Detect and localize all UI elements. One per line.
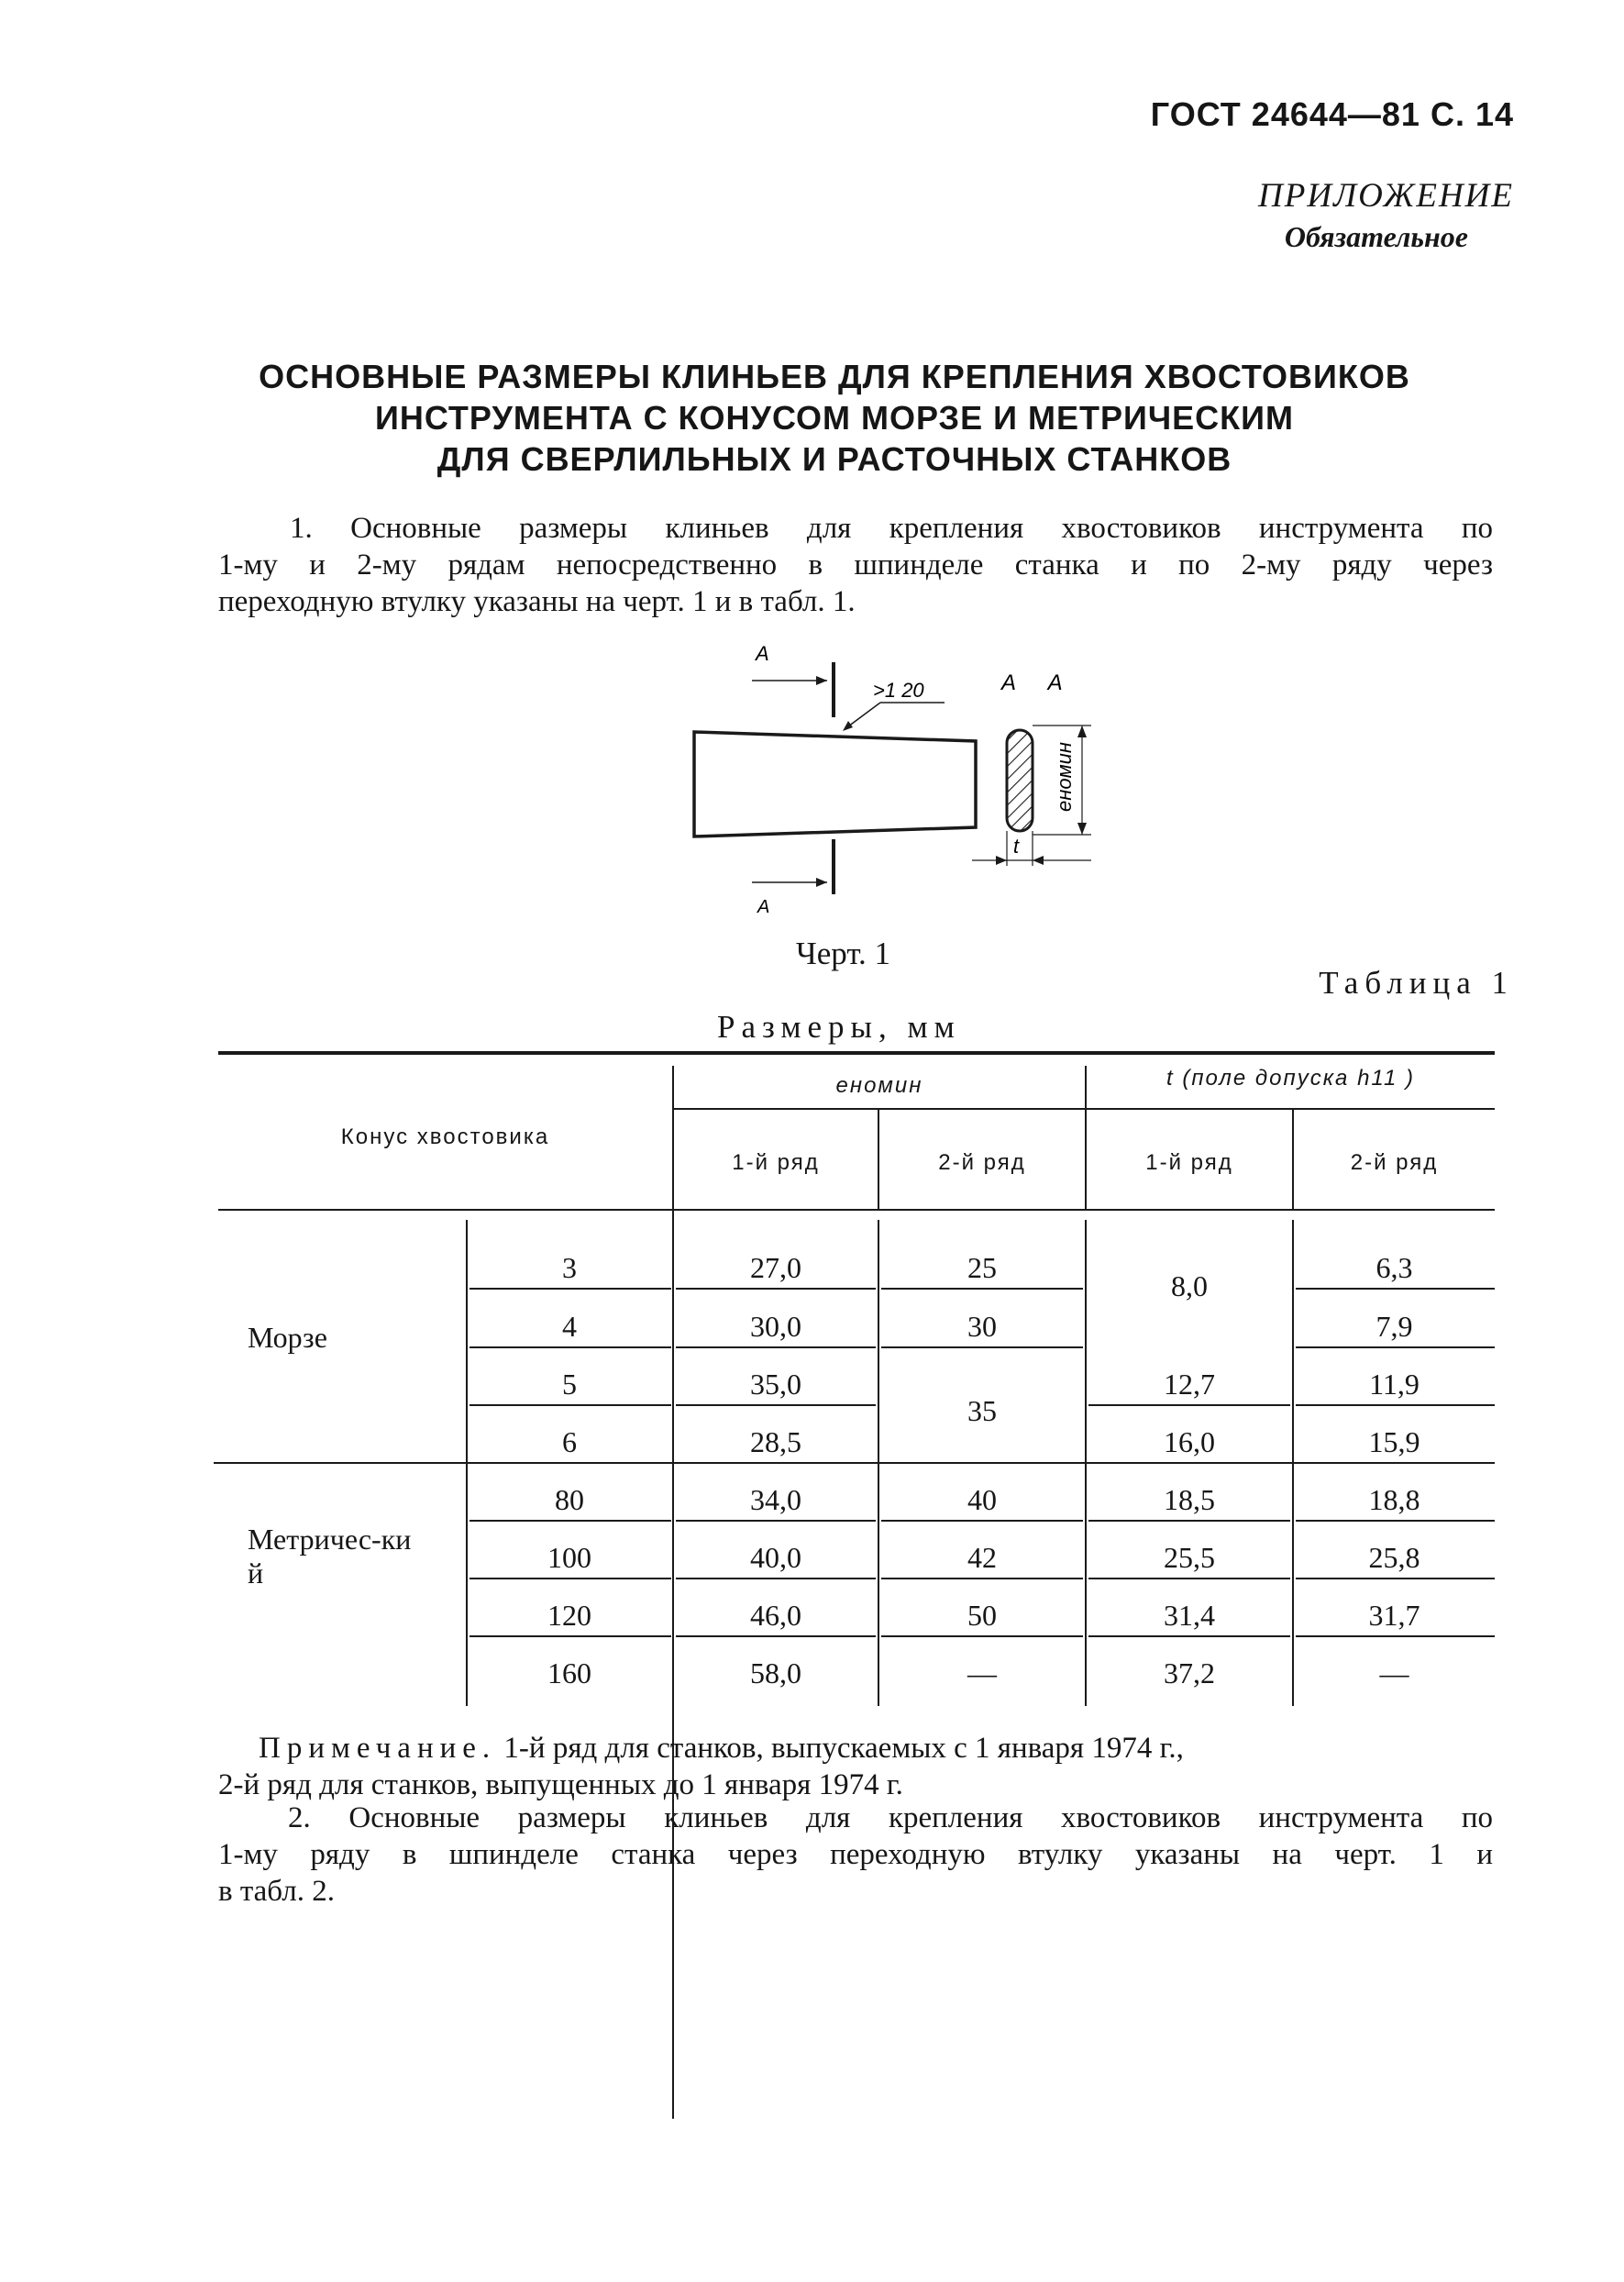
row-underline: [676, 1404, 876, 1406]
row-underline: [676, 1635, 876, 1637]
table-cell-t1: 18,5: [1164, 1483, 1215, 1516]
row-underline: [1088, 1635, 1290, 1637]
row-underline: [1088, 1578, 1290, 1579]
table-cell-t2: 18,8: [1368, 1483, 1420, 1516]
row-underline: [470, 1404, 671, 1406]
row-underline: [1088, 1520, 1290, 1522]
table-cell-t1: 25,5: [1164, 1541, 1215, 1574]
header-t-row1: 1-й ряд: [1145, 1150, 1233, 1175]
table-subheader-rule: [674, 1108, 1495, 1110]
row-underline: [1296, 1404, 1495, 1406]
table-cell-cone: 5: [562, 1368, 577, 1401]
table-cell-cone: 160: [547, 1656, 591, 1689]
table-cell-cone: 120: [547, 1599, 591, 1632]
note-label: Примечание.: [259, 1732, 497, 1765]
table-cell-t1: 31,4: [1164, 1599, 1215, 1632]
paragraph-line: переходную втулку указаны на черт. 1 и в табл. 1.: [218, 585, 856, 618]
table-cell-t1: 12,7: [1164, 1368, 1215, 1401]
units-caption: Размеры, мм: [717, 1009, 961, 1045]
group-morse: Морзе: [248, 1321, 327, 1354]
table-cell-cone: 6: [562, 1425, 577, 1458]
paragraph-line: 1. Основные размеры клиньев для крепления хвостовиков инструмента по: [290, 512, 1493, 545]
row-underline: [470, 1288, 671, 1290]
table-cell-t1: 8,0: [1171, 1269, 1208, 1302]
table-cell-e1: 28,5: [750, 1425, 801, 1458]
appendix-label: ПРИЛОЖЕНИЕ: [1258, 177, 1514, 215]
row-underline: [676, 1288, 876, 1290]
title-line: ИНСТРУМЕНТА С КОНУСОМ МОРЗЕ И МЕТРИЧЕСКИМ: [374, 399, 1295, 437]
section-mark-top: А: [756, 642, 769, 665]
document-reference: ГОСТ 24644—81 С. 14: [1150, 95, 1514, 133]
table-cell-t1: 37,2: [1164, 1656, 1215, 1689]
table-cell-cone: 100: [547, 1541, 591, 1574]
taper-label: >1 20: [873, 679, 924, 702]
group-metric: Метричес-кий: [248, 1523, 412, 1590]
header-e-row1: 1-й ряд: [732, 1150, 820, 1175]
paragraph-line: 1-му и 2-му рядам непосредственно в шпинделе станка и по 2-му ряду через: [218, 548, 1493, 582]
note-text: 1-й ряд для станков, выпускаемых с 1 января 1974 г.,: [503, 1732, 1184, 1765]
table-vline: [672, 1066, 674, 2119]
table-cell-e2: 30: [967, 1310, 997, 1343]
note-line: 2-й ряд для станков, выпущенных до 1 января 1974 г.: [218, 1768, 903, 1801]
table-cell-e2: 42: [967, 1541, 997, 1574]
row-underline: [881, 1346, 1083, 1348]
row-underline: [1296, 1346, 1495, 1348]
table-cell-cone: 4: [562, 1310, 577, 1343]
row-underline: [881, 1635, 1083, 1637]
dim-t-label: t: [1013, 835, 1020, 858]
title-line: ОСНОВНЫЕ РАЗМЕРЫ КЛИНЬЕВ ДЛЯ КРЕПЛЕНИЯ ХВОСТОВИКОВ: [259, 358, 1410, 395]
row-underline: [470, 1346, 671, 1348]
row-underline: [676, 1520, 876, 1522]
row-underline: [470, 1578, 671, 1579]
header-t-row2: 2-й ряд: [1350, 1150, 1439, 1175]
header-e-group: eномин: [835, 1073, 923, 1098]
header-t-group: t (поле допуска h11 ): [1166, 1066, 1415, 1091]
table-cell-e2: 35: [967, 1394, 997, 1427]
table-cell-t2: 15,9: [1368, 1425, 1420, 1458]
table-caption: Таблица 1: [1319, 965, 1514, 1001]
table-cell-e1: 35,0: [750, 1368, 801, 1401]
paragraph-2: [218, 1800, 1493, 1910]
header-taper: Конус хвостовика: [340, 1124, 550, 1149]
table-cell-t2: 11,9: [1369, 1368, 1420, 1401]
table-cell-t2: 31,7: [1368, 1599, 1420, 1632]
table-cell-t1: 16,0: [1164, 1425, 1215, 1458]
table-cell-e1: 40,0: [750, 1541, 801, 1574]
row-underline: [470, 1520, 671, 1522]
section-mark-bottom: А: [757, 897, 770, 917]
row-underline: [470, 1635, 671, 1637]
table-cell-e1: 27,0: [750, 1251, 801, 1284]
appendix-status: Обязательное: [1284, 220, 1468, 253]
row-underline: [1296, 1635, 1495, 1637]
section-view-label: А А: [1001, 670, 1076, 695]
row-underline: [1088, 1404, 1290, 1406]
row-underline: [881, 1520, 1083, 1522]
table-cell-e1: 34,0: [750, 1483, 801, 1516]
row-underline: [881, 1288, 1083, 1290]
group-separator: [214, 1462, 1495, 1464]
title-line: ДЛЯ СВЕРЛИЛЬНЫХ И РАСТОЧНЫХ СТАНКОВ: [436, 440, 1232, 478]
table-cell-e1: 46,0: [750, 1599, 801, 1632]
paragraph-line: 1-му ряду в шпинделе станка через переходную втулку указаны на черт. 1 и: [218, 1838, 1493, 1871]
table-top-rule: [218, 1051, 1495, 1055]
table-cell-cone: 3: [562, 1251, 577, 1284]
table-cell-t2: 25,8: [1368, 1541, 1420, 1574]
row-underline: [881, 1578, 1083, 1579]
drawing-caption: Черт. 1: [796, 936, 890, 971]
row-underline: [676, 1346, 876, 1348]
dim-e-label: eномин: [1053, 741, 1076, 812]
table-cell-t2: 7,9: [1375, 1310, 1413, 1343]
note-line: [218, 1730, 1491, 1767]
table-cell-e2: 25: [967, 1251, 997, 1284]
table-cell-t2: —: [1379, 1656, 1409, 1689]
paragraph-line: 2. Основные размеры клиньев для крепления хвостовиков инструмента по: [288, 1801, 1493, 1834]
table-cell-e1: 30,0: [750, 1310, 801, 1343]
table-cell-e2: —: [967, 1656, 997, 1689]
table-header-rule: [218, 1209, 1495, 1211]
paragraph-line: в табл. 2.: [218, 1875, 335, 1908]
row-underline: [1296, 1520, 1495, 1522]
table-cell-t2: 6,3: [1375, 1251, 1413, 1284]
table-cell-e1: 58,0: [750, 1656, 801, 1689]
table-cell-cone: 80: [555, 1483, 584, 1516]
table-cell-e2: 50: [967, 1599, 997, 1632]
row-underline: [1296, 1578, 1495, 1579]
row-underline: [676, 1578, 876, 1579]
header-e-row2: 2-й ряд: [938, 1150, 1026, 1175]
table-cell-e2: 40: [967, 1483, 997, 1516]
row-underline: [1296, 1288, 1495, 1290]
table-note: [218, 1730, 1491, 1803]
